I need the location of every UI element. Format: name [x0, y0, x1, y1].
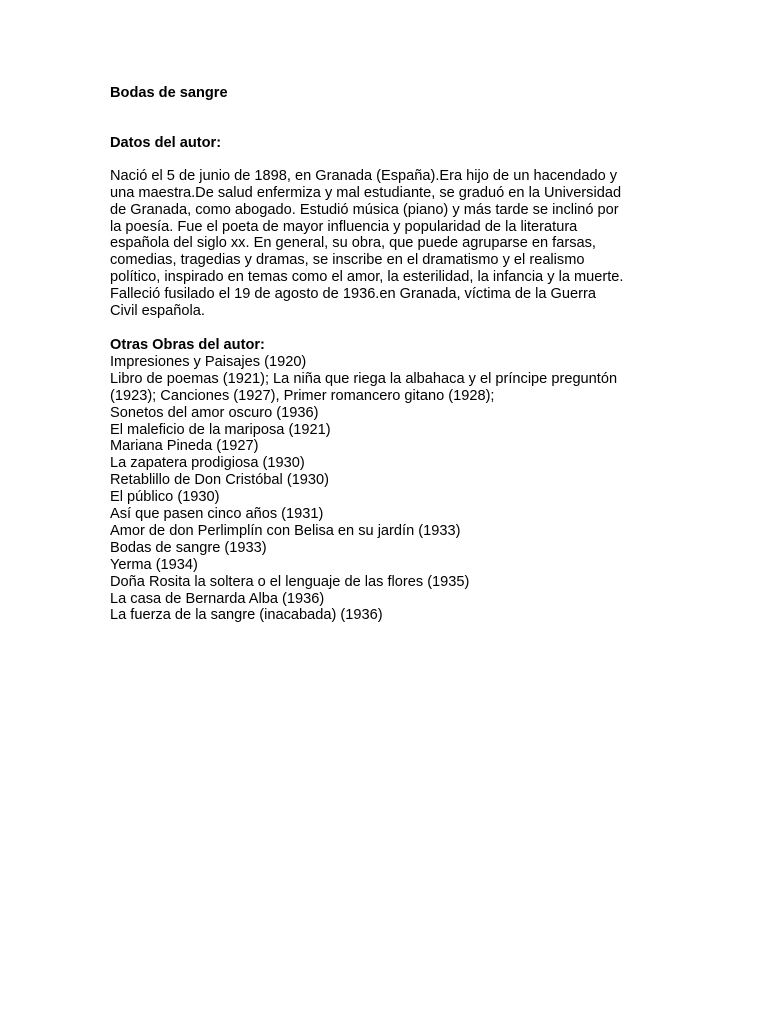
document-content: [110, 85, 670, 624]
bio-line: comedias, tragedias y dramas, se inscribe en el dramatismo y el realismo: [110, 252, 585, 269]
document-title: Bodas de sangre: [110, 85, 228, 101]
other-works-list: [110, 354, 670, 625]
bio-line: Falleció fusilado el 19 de agosto de 1936.en Granada, víctima de la Guerra: [110, 286, 596, 303]
work-item: Yerma (1934): [110, 556, 198, 573]
work-item: Amor de don Perlimplín con Belisa en su jardín (1933): [110, 522, 461, 539]
bio-line: Civil española.: [110, 303, 205, 320]
work-item: La zapatera prodigiosa (1930): [110, 455, 305, 472]
work-item: El maleficio de la mariposa (1921): [110, 421, 331, 438]
bio-line: una maestra.De salud enfermiza y mal estudiante, se graduó en la Universidad: [110, 184, 622, 201]
bio-line: la poesía. Fue el poeta de mayor influencia y popularidad de la literatura: [110, 218, 578, 235]
work-item: Doña Rosita la soltera o el lenguaje de las flores (1935): [110, 573, 470, 590]
bio-line: española del siglo xx. En general, su obra, que puede agruparse en farsas,: [110, 235, 596, 252]
work-item: Bodas de sangre (1933): [110, 539, 267, 556]
work-item: Sonetos del amor oscuro (1936): [110, 404, 319, 421]
bio-line: Nació el 5 de junio de 1898, en Granada (España).Era hijo de un hacendado y: [110, 167, 618, 184]
work-item: Retablillo de Don Cristóbal (1930): [110, 472, 330, 489]
work-item: La fuerza de la sangre (inacabada) (1936): [110, 607, 383, 624]
work-item: Así que pasen cinco años (1931): [110, 506, 324, 523]
work-item: Libro de poemas (1921); La niña que riega la albahaca y el príncipe preguntón: [110, 370, 618, 387]
bio-line: de Granada, como abogado. Estudió música (piano) y más tarde se inclinó por: [110, 201, 619, 218]
work-item: El público (1930): [110, 489, 220, 506]
work-item: La casa de Bernarda Alba (1936): [110, 590, 325, 607]
author-data-heading: Datos del autor:: [110, 134, 222, 151]
author-biography: [110, 168, 670, 320]
work-item: Mariana Pineda (1927): [110, 438, 259, 455]
work-item: (1923); Canciones (1927), Primer romancero gitano (1928);: [110, 387, 495, 404]
other-works-heading: Otras Obras del autor:: [110, 336, 265, 353]
work-item: Impresiones y Paisajes (1920): [110, 353, 307, 370]
bio-line: político, inspirado en temas como el amor, la esterilidad, la infancia y la muerte.: [110, 269, 624, 286]
